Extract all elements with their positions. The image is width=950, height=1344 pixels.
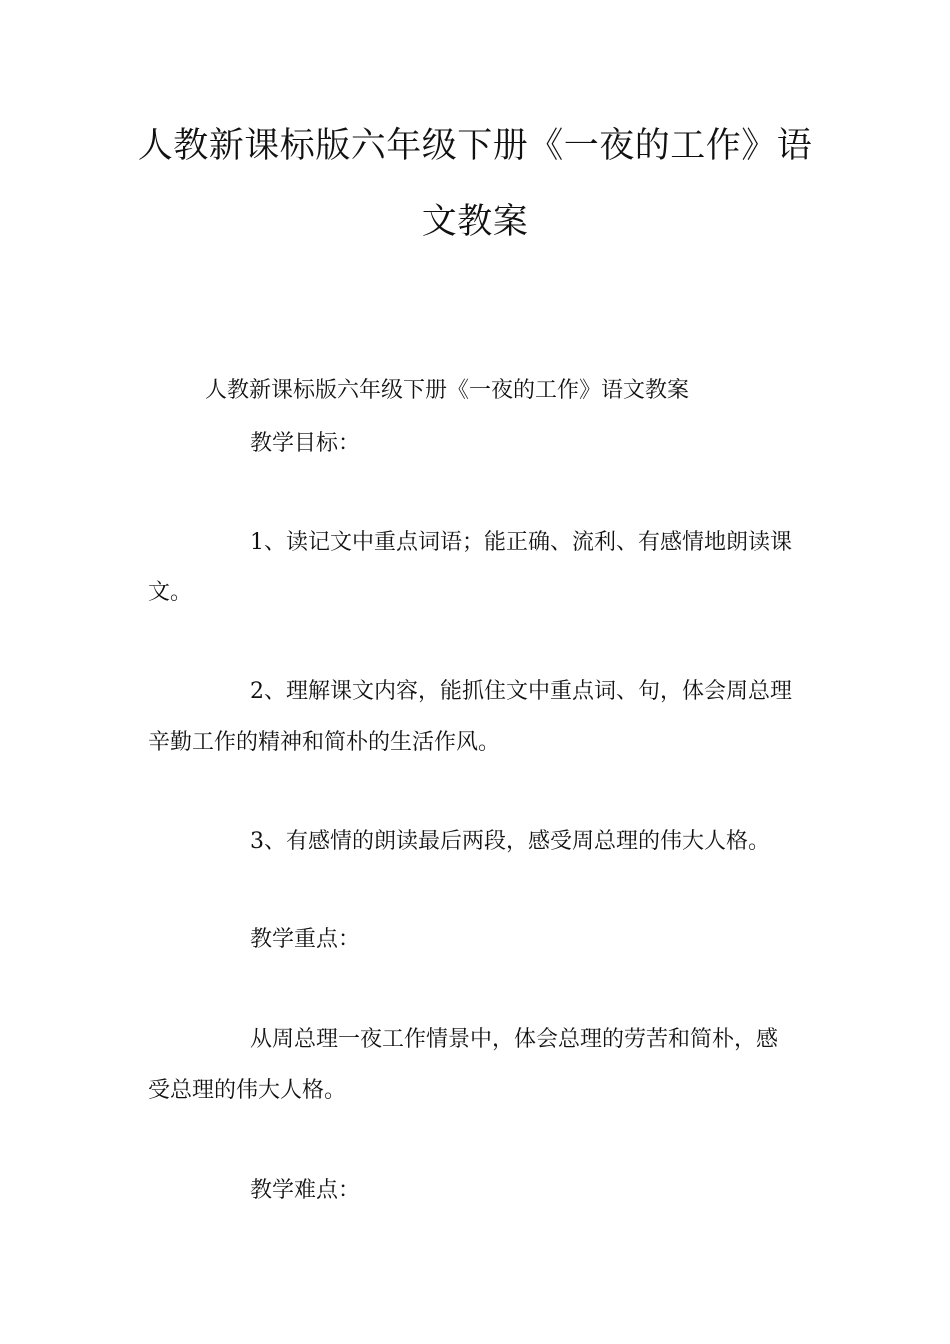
teaching-goals-heading: 教学目标： bbox=[250, 431, 361, 456]
difficulties-heading: 教学难点： bbox=[250, 1178, 361, 1203]
document-title-line-1: 人教新课标版六年级下册《一夜的工作》语 bbox=[137, 126, 813, 166]
document-title-line-2: 文教案 bbox=[421, 202, 529, 242]
key-points-line-1: 从周总理一夜工作情景中，体会总理的劳苦和简朴，感 bbox=[250, 1027, 779, 1052]
key-points-line-2: 受总理的伟大人格。 bbox=[148, 1078, 347, 1103]
goal-1-line-2: 文。 bbox=[148, 580, 193, 605]
key-points-heading: 教学重点： bbox=[250, 927, 361, 952]
goal-3: 3、有感情的朗读最后两段，感受周总理的伟大人格。 bbox=[250, 829, 770, 854]
goal-1-line-1: 1、读记文中重点词语；能正确、流利、有感情地朗读课 bbox=[250, 530, 792, 555]
document-subtitle: 人教新课标版六年级下册《一夜的工作》语文教案 bbox=[205, 378, 690, 403]
goal-2-line-2: 辛勤工作的精神和简朴的生活作风。 bbox=[148, 730, 501, 755]
goal-2-line-1: 2、理解课文内容，能抓住文中重点词、句，体会周总理 bbox=[250, 679, 792, 704]
